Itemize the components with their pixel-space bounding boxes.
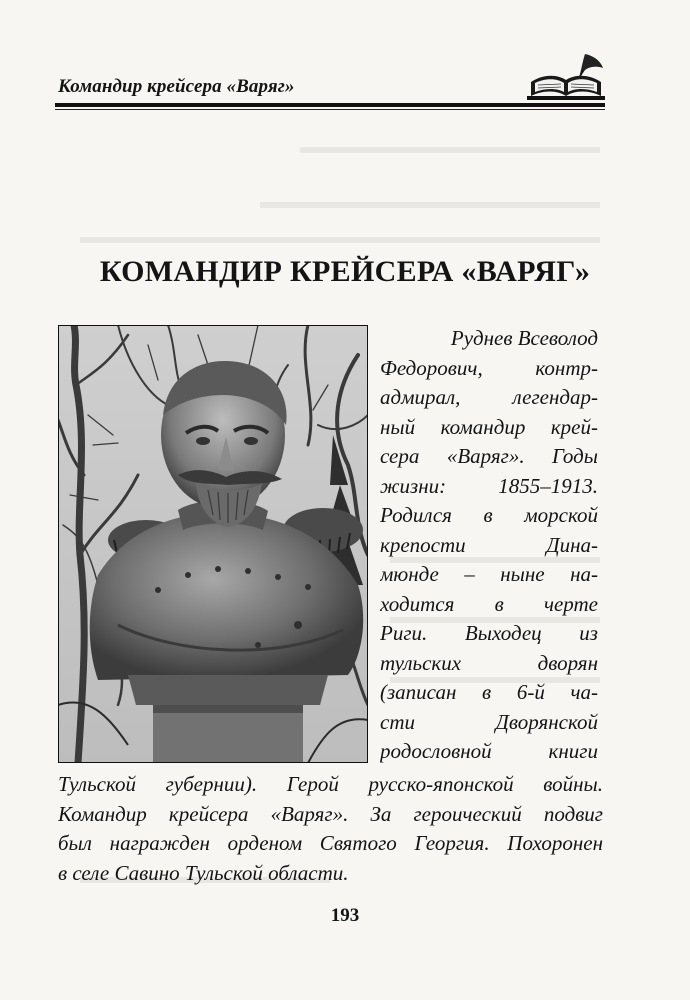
text-line: Командир крейсера «Варяг». За героический подвиг [58,801,603,826]
text-line: ходится в черте [380,591,598,616]
text-line: жизни: 1855–1913. [380,473,598,498]
article-text-full [58,770,603,888]
text-line: был награжден орденом Святого Георгия. Похоронен [58,831,603,855]
article-text-column [380,324,598,767]
monument-bust-photo [58,325,368,763]
text-line: мюнде – ныне на- [380,562,598,586]
text-line: (записан в 6-й ча- [380,680,598,704]
text-line: родословной книги [380,739,598,763]
page-number: 193 [330,905,360,926]
text-line: адмирал, легендар- [380,385,598,409]
text-line: Руднев Всеволод [450,326,598,350]
article-title: КОМАНДИР КРЕЙСЕРА «ВАРЯГ» [99,255,591,288]
text-line: Родился в морской [380,503,598,527]
text-line: крепости Дина- [380,532,598,557]
header-rule-thin [55,109,605,110]
text-line: ный командир крей- [380,414,598,439]
text-line: тульских дворян [380,650,598,675]
text-line: Тульской губернии). Герой русско-японской войны. [58,772,603,796]
header-rule [55,103,605,107]
text-line: в селе Савино Тульской области. [58,860,349,885]
text-line: сти Дворянской [380,709,598,734]
text-line: Риги. Выходец из [380,621,598,645]
running-header-title: Командир крейсера «Варяг» [58,76,295,97]
book-with-quill-icon [525,52,607,102]
text-line: сера «Варяг». Годы [380,444,598,468]
text-line: Федорович, контр- [380,355,598,380]
